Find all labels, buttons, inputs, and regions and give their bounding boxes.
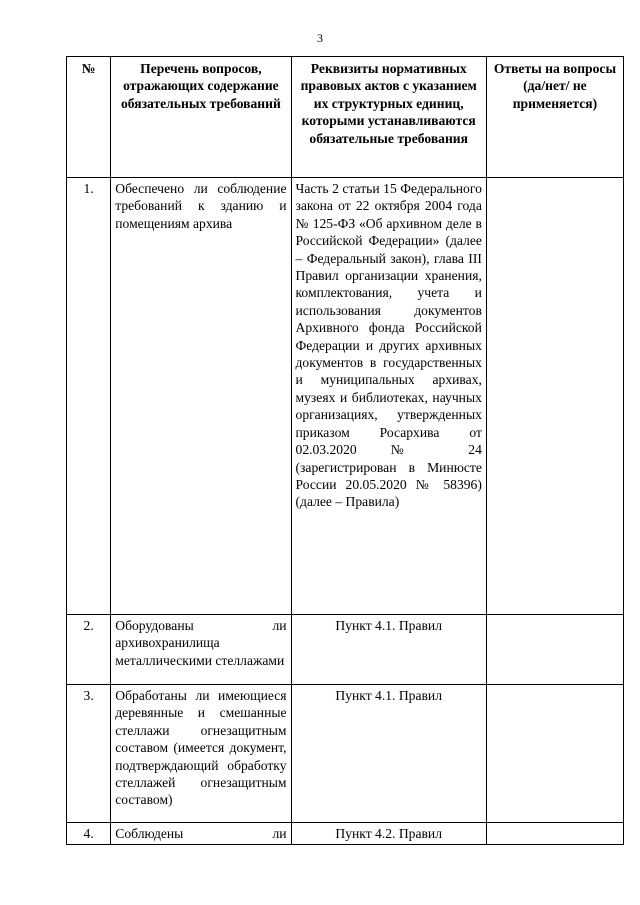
- row-question: Обработаны ли имеющиеся деревянные и смешанные стеллажи огнезащитным составом (имеется документ, подтверждающий обработку стеллажей огнезащитным составом): [111, 685, 291, 823]
- header-answers: Ответы на вопросы (да/нет/ не применяется): [486, 57, 623, 178]
- row-answer[interactable]: [486, 615, 623, 685]
- row-question: Соблюдены ли: [111, 823, 291, 845]
- row-question: Обеспечено ли соблюдение требований к зданию и помещениям архива: [111, 178, 291, 615]
- row-number: 2.: [67, 615, 111, 685]
- header-num: №: [67, 57, 111, 178]
- row-answer[interactable]: [486, 685, 623, 823]
- table-header-row: [67, 57, 624, 178]
- table-row: [67, 823, 624, 845]
- row-number: 1.: [67, 178, 111, 615]
- row-requisite: Часть 2 статьи 15 Федерального закона от 22 октября 2004 года № 125-ФЗ «Об архивном деле в Российской Федерации» (далее – Федеральный закон), глава III Правил организации хранения, комплектования, учета и использования документов Архивного фонда Российской Федерации и других архивных документов в государственных и муниципальных архивах, музеях и библиотеках, научных организациях, утвержденных приказом Росархива от 02.03.2020 № 24 (зарегистрирован в Минюсте России 20.05.2020 № 58396) (далее – Правила): [291, 178, 486, 615]
- row-number: 4.: [67, 823, 111, 845]
- requirements-table: [66, 56, 624, 845]
- row-requisite: Пункт 4.1. Правил: [291, 615, 486, 685]
- row-answer[interactable]: [486, 178, 623, 615]
- table-row: [67, 615, 624, 685]
- row-number: 3.: [67, 685, 111, 823]
- header-questions: Перечень вопросов, отражающих содержание обязательных требований: [111, 57, 291, 178]
- row-question: Оборудованы ли архивохранилища металлическими стеллажами: [111, 615, 291, 685]
- header-requisites: Реквизиты нормативных правовых актов с указанием их структурных единиц, которыми устанавливаются обязательные требования: [291, 57, 486, 178]
- table-row: [67, 178, 624, 615]
- row-requisite: Пункт 4.1. Правил: [291, 685, 486, 823]
- page-number: 3: [317, 31, 323, 45]
- row-requisite: Пункт 4.2. Правил: [291, 823, 486, 845]
- table-row: [67, 685, 624, 823]
- row-answer[interactable]: [486, 823, 623, 845]
